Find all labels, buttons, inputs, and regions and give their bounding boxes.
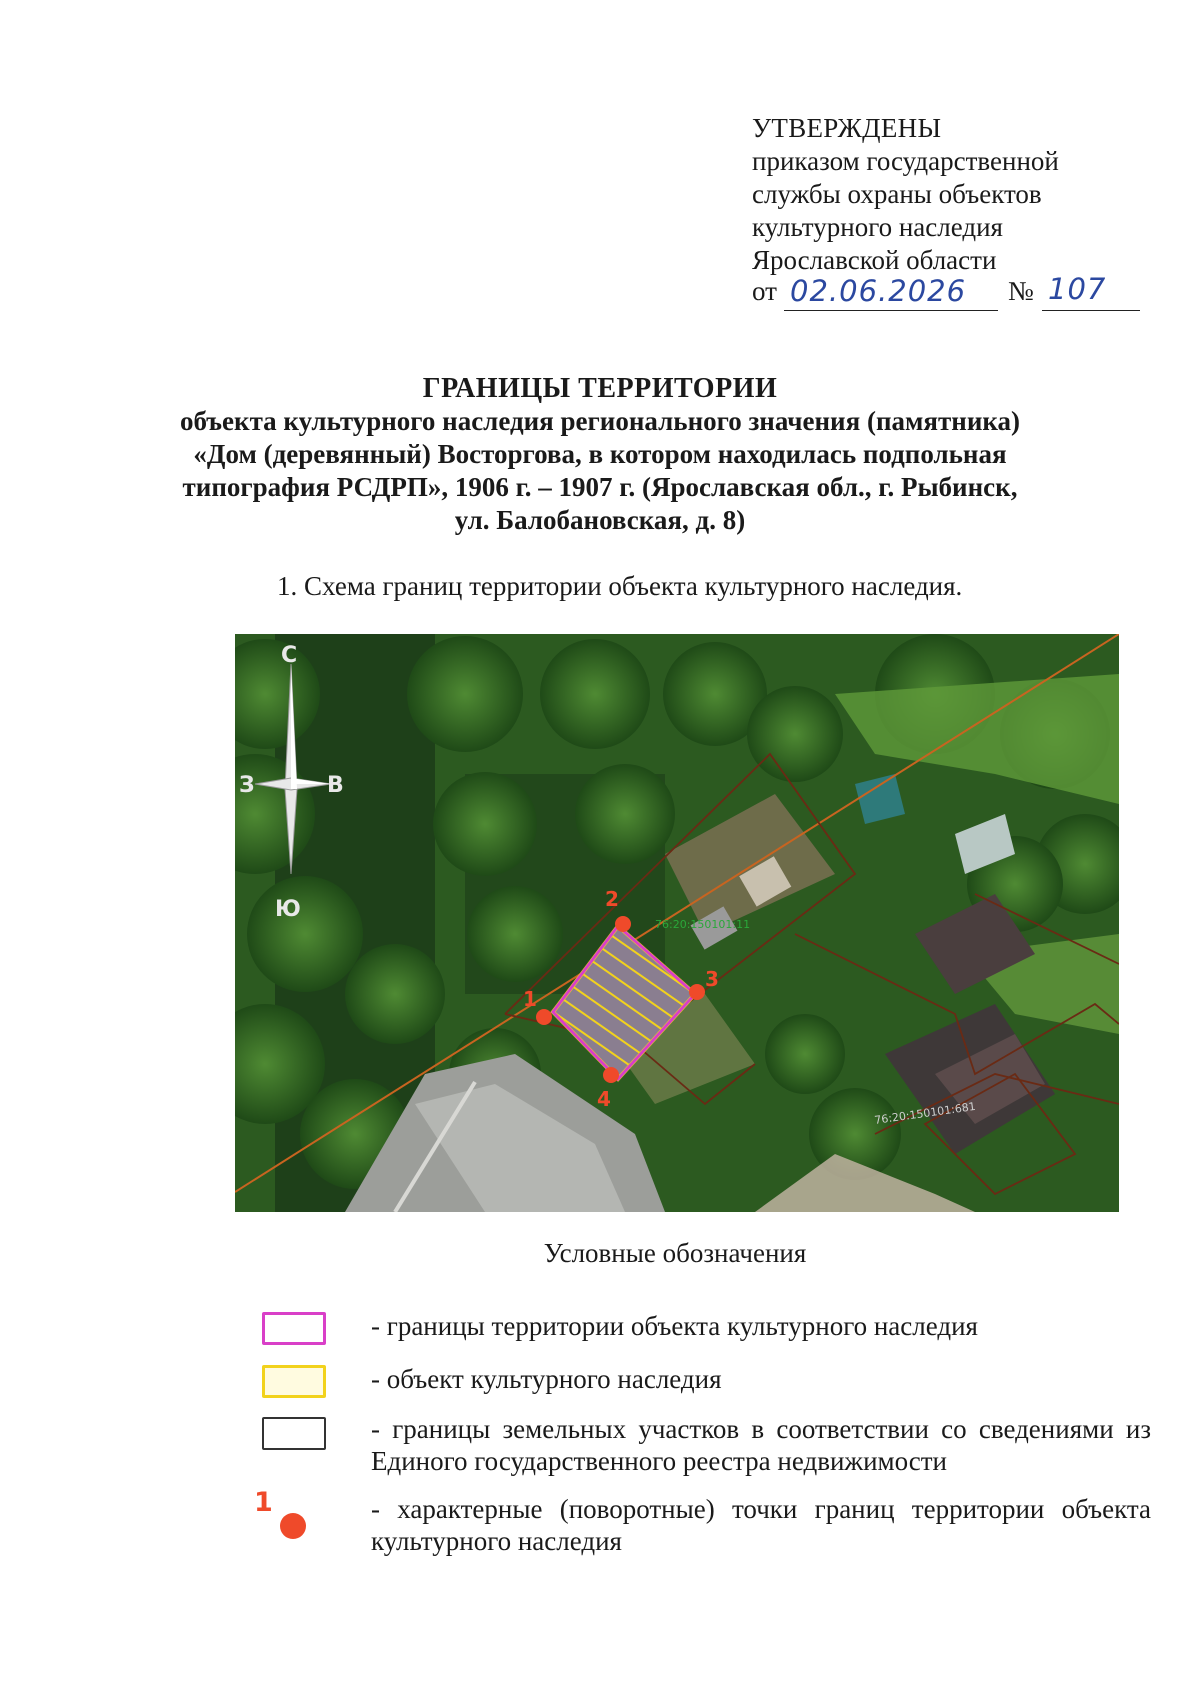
approval-block xyxy=(752,112,1059,277)
legend-swatch-magenta xyxy=(262,1312,326,1345)
heading-line: ул. Балобановская, д. 8) xyxy=(454,505,746,535)
legend-title: Условные обозначения xyxy=(543,1238,807,1268)
heading-line: объекта культурного наследия регионального значения (памятника) xyxy=(179,406,1021,436)
approval-line: приказом государственной xyxy=(752,146,1059,176)
heading-line: «Дом (деревянный) Восторгова, в котором находилась подпольная xyxy=(193,439,1007,469)
approval-line: службы охраны объектов xyxy=(752,179,1042,209)
legend-point-dot xyxy=(280,1513,306,1539)
compass-south: Ю xyxy=(275,897,301,922)
approval-title: УТВЕРЖДЕНЫ xyxy=(752,113,942,143)
boundary-scheme-map xyxy=(235,634,1119,1212)
map-point-label: 1 xyxy=(523,987,537,1011)
document-heading xyxy=(150,372,1050,537)
legend-point-number: 1 xyxy=(254,1487,273,1518)
legend-text: - характерные (поворотные) точки границ территории объекта культурного наследия xyxy=(371,1494,1151,1556)
map-point-label: 2 xyxy=(605,887,619,911)
parcel-label: 76:20:150101:11 xyxy=(655,918,751,931)
heading-line: типография РСДРП», 1906 г. – 1907 г. (Ярославская обл., г. Рыбинск, xyxy=(182,472,1018,502)
map-point-label: 3 xyxy=(705,967,719,991)
map-point-4 xyxy=(603,1067,619,1083)
date-prefix: от xyxy=(752,276,777,306)
approval-date-number-row xyxy=(752,276,777,307)
map-image xyxy=(235,634,1119,1212)
map-point-2 xyxy=(615,916,631,932)
parcel-label: 76:20:150101:681 xyxy=(873,1099,977,1127)
date-underline xyxy=(784,310,998,311)
compass-east: В xyxy=(327,773,344,798)
legend-text: - объект культурного наследия xyxy=(371,1364,722,1394)
legend-text: - границы земельных участков в соответствии со сведениями из Единого государственного реестра недвижимости xyxy=(371,1414,1151,1476)
map-point-3 xyxy=(689,984,705,1000)
approval-line: культурного наследия xyxy=(752,212,1003,242)
approval-line: Ярославской области xyxy=(752,245,997,275)
approval-number: 107 xyxy=(1048,272,1107,306)
legend-text: - границы территории объекта культурного наследия xyxy=(371,1311,978,1341)
compass-north: С xyxy=(281,643,298,668)
map-point-1 xyxy=(536,1009,552,1025)
heading-title: ГРАНИЦЫ ТЕРРИТОРИИ xyxy=(422,373,778,404)
map-point-label: 4 xyxy=(597,1087,611,1111)
legend-swatch-black xyxy=(262,1417,326,1450)
section-title: 1. Схема границ территории объекта культурного наследия. xyxy=(277,571,963,601)
number-prefix: № xyxy=(1008,276,1034,306)
compass-west: З xyxy=(239,773,255,798)
approval-date: 02.06.2026 xyxy=(790,274,967,308)
number-underline xyxy=(1042,310,1140,311)
legend-swatch-yellow xyxy=(262,1365,326,1398)
